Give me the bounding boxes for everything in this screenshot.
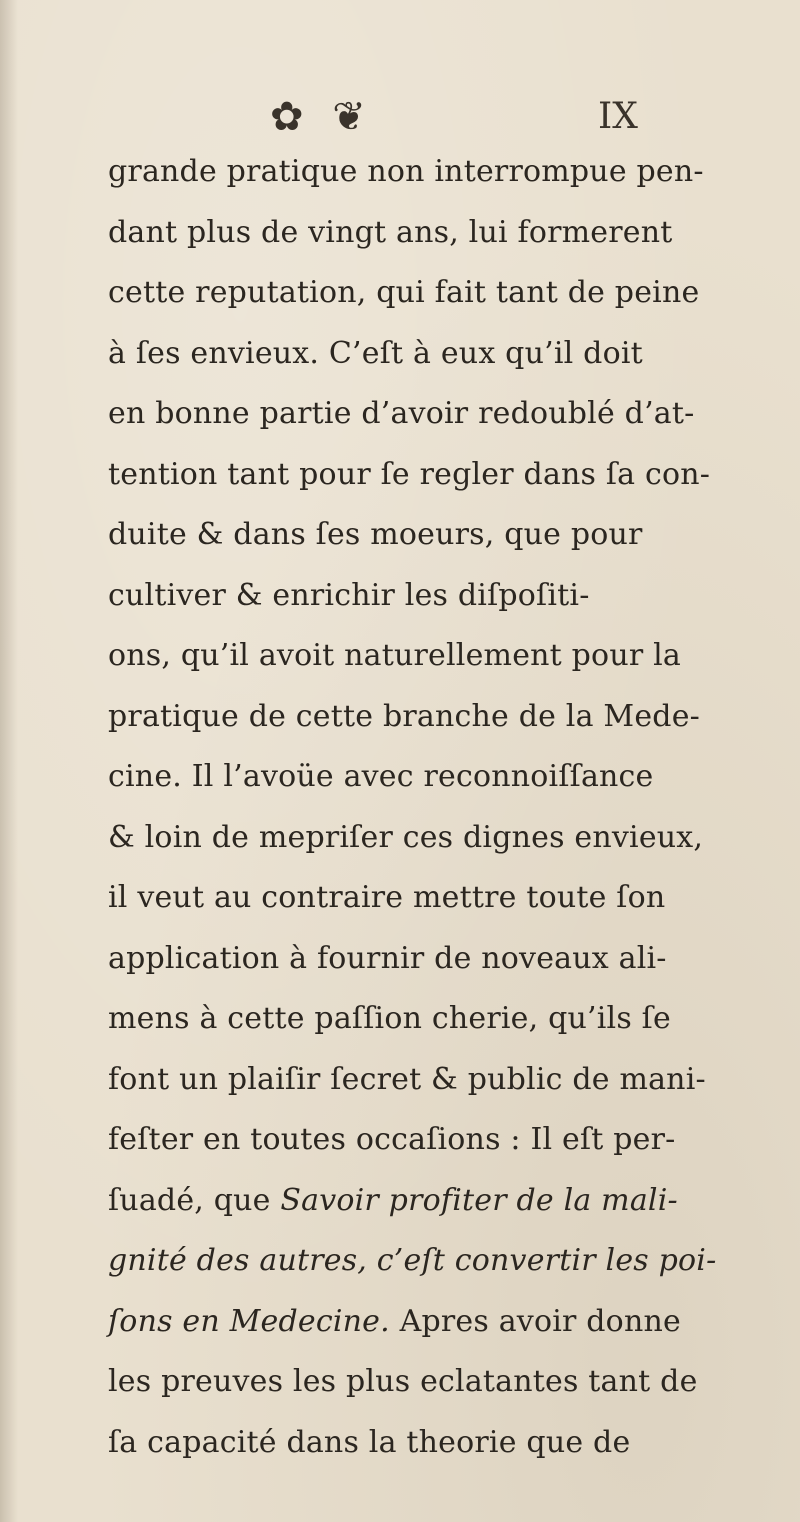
italic-text-segment: ſons en Medecine. [108,1303,390,1339]
text-line [108,263,798,324]
text-segment: cultiver & enrichir les diſpoſiti- [108,577,590,613]
text-segment: application à fournir de noveaux ali- [108,940,667,976]
text-line [108,1050,798,1111]
text-line [108,203,798,264]
text-segment: mens à cette paſſion cherie, qu’ils ſe [108,1001,671,1036]
text-line [108,1231,798,1292]
text-segment: en bonne partie d’avoir redoublé d’at- [108,396,695,431]
text-segment: & loin de mepriſer ces dignes envieux, [108,819,704,855]
text-line [108,1110,798,1171]
text-line [108,324,798,385]
text-segment: tention tant pour ſe regler dans ſa con- [108,456,711,492]
text-line [108,747,798,808]
text-line [108,1171,798,1232]
text-segment: dant plus de vingt ans, lui formerent [108,214,673,250]
text-segment: duite & dans ſes moeurs, que pour [108,517,643,552]
text-line [108,989,798,1050]
body-text [108,142,798,1473]
text-line [108,142,798,203]
page-header [270,92,670,142]
text-segment: ſa capacité dans la theorie que de [108,1424,631,1460]
text-line [108,1352,798,1413]
text-line [108,566,798,627]
text-line [108,808,798,869]
signature-mark: IX [598,96,638,137]
page-edge-shadow [0,0,18,1522]
text-line [108,1413,798,1474]
text-segment: ſuadé, que [108,1182,281,1218]
text-line [108,929,798,990]
printer-ornament: ✿ ❦ [270,94,374,140]
text-segment: à ſes envieux. C’eſt à eux qu’il doit [108,335,643,371]
text-segment: pratique de cette branche de la Mede- [108,698,700,734]
text-line [108,384,798,445]
text-line [108,1292,798,1353]
text-line [108,445,798,506]
text-segment: cine. Il l’avoüe avec reconnoiſſance [108,759,654,794]
text-segment: ons, qu’il avoit naturellement pour la [108,638,682,673]
text-line [108,687,798,748]
text-line [108,626,798,687]
italic-text-segment: Savoir profiter de la mali- [280,1182,678,1218]
text-line [108,868,798,929]
text-segment: feſter en toutes occaſions : Il eſt per- [108,1122,676,1157]
text-segment: les preuves les plus eclatantes tant de [108,1364,698,1399]
text-segment: Apres avoir donne [389,1303,681,1339]
text-segment: cette reputation, qui fait tant de peine [108,275,700,310]
text-line [108,505,798,566]
text-segment: il veut au contraire mettre toute ſon [108,880,666,915]
italic-text-segment: gnité des autres, c’eſt convertir les poi- [108,1243,717,1278]
text-segment: font un plaiſir ſecret & public de mani- [108,1061,706,1097]
text-segment: grande pratique non interrompue pen- [108,154,704,189]
